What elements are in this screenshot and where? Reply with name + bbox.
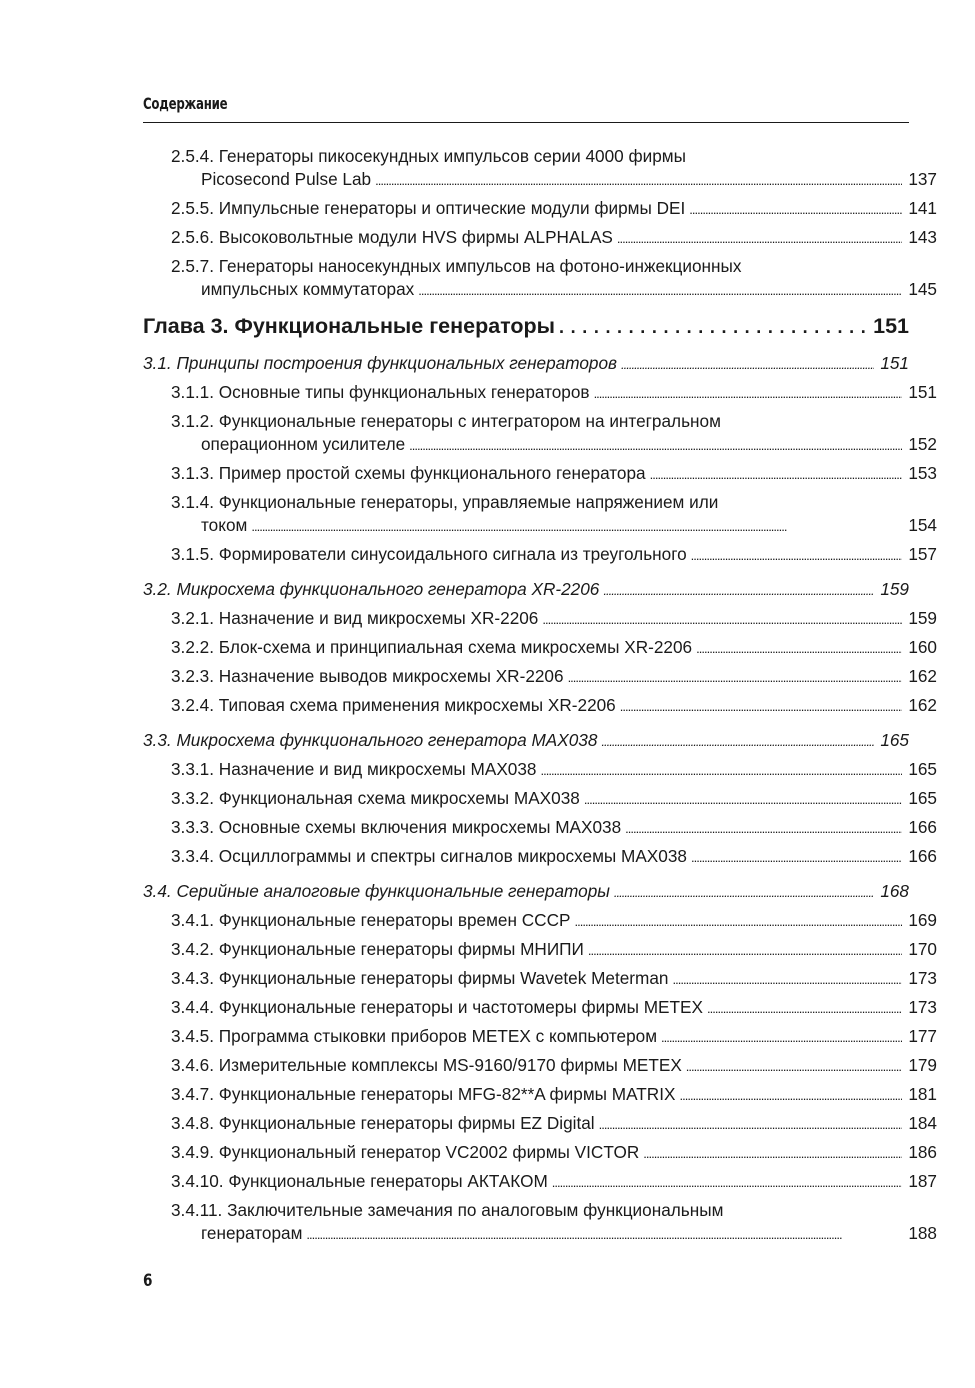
toc-section-3-3: 3.3. Микросхема функционального генератора MAX038 . . . 165 (143, 729, 909, 753)
toc-entry-3-1-2: 3.1.2. Функциональные генераторы с интегратором на интегральном операционном усилителе . . . 152 (143, 410, 937, 457)
toc-entry-3-1-4: 3.1.4. Функциональные генераторы, управляемые напряжением или током . . . 154 (143, 491, 937, 538)
toc-entry-3-4-6: 3.4.6. Измерительные комплексы MS-9160/9170 фирмы METEX . . . 179 (143, 1054, 937, 1078)
toc-section-3-2: 3.2. Микросхема функционального генератора XR-2206 . . . 159 (143, 578, 909, 602)
running-header-title: Содержание (143, 94, 228, 113)
chapter-page: 151 (873, 314, 909, 338)
toc-entry-3-4-8: 3.4.8. Функциональные генераторы фирмы EZ Digital . . . 184 (143, 1112, 937, 1136)
toc-chapter-3 (143, 312, 909, 341)
toc-entry-3-4-10: 3.4.10. Функциональные генераторы АКТАКОМ . . . 187 (143, 1170, 937, 1194)
running-header (143, 92, 909, 123)
toc-entry-2-5-6: 2.5.6. Высоковольтные модули HVS фирмы ALPHALAS . . . 143 (143, 226, 937, 250)
table-of-contents (143, 145, 937, 1246)
toc-entry-3-4-9: 3.4.9. Функциональный генератор VC2002 фирмы VICTOR . . . 186 (143, 1141, 937, 1165)
toc-entry-2-5-7: 2.5.7. Генераторы наносекундных импульсов на фотоно-инжекционных импульсных коммутаторах . . . 145 (143, 255, 937, 302)
toc-section-3-4: 3.4. Серийные аналоговые функциональные генераторы . . . 168 (143, 880, 909, 904)
toc-entry-3-2-4: 3.2.4. Типовая схема применения микросхемы XR-2206 . . . 162 (143, 694, 937, 718)
toc-entry-3-3-4: 3.3.4. Осциллограммы и спектры сигналов микросхемы MAX038 . . . 166 (143, 845, 937, 869)
toc-entry-3-2-1: 3.2.1. Назначение и вид микросхемы XR-2206 . . . 159 (143, 607, 937, 631)
toc-entry-3-4-5: 3.4.5. Программа стыковки приборов METEX с компьютером . . . 177 (143, 1025, 937, 1049)
toc-section-3-1: 3.1. Принципы построения функциональных генераторов . . . 151 (143, 352, 909, 376)
toc-entry-3-2-2: 3.2.2. Блок-схема и принципиальная схема микросхемы XR-2206 . . . 160 (143, 636, 937, 660)
toc-entry-3-4-7: 3.4.7. Функциональные генераторы MFG-82**A фирмы MATRIX . . . 181 (143, 1083, 937, 1107)
toc-entry-3-4-1: 3.4.1. Функциональные генераторы времен СССР . . . 169 (143, 909, 937, 933)
toc-entry-2-5-4: 2.5.4. Генераторы пикосекундных импульсов серии 4000 фирмы Picosecond Pulse Lab . . . 137 (143, 145, 937, 192)
toc-entry-3-3-3: 3.3.3. Основные схемы включения микросхемы MAX038 . . . 166 (143, 816, 937, 840)
toc-entry-3-3-2: 3.3.2. Функциональная схема микросхемы MAX038 . . . 165 (143, 787, 937, 811)
chapter-title: Глава 3. Функциональные генераторы (143, 314, 556, 338)
toc-entry-3-1-1: 3.1.1. Основные типы функциональных генераторов . . . 151 (143, 381, 937, 405)
toc-entry-3-3-1: 3.3.1. Назначение и вид микросхемы MAX038 . . . 165 (143, 758, 937, 782)
toc-entry-3-1-5: 3.1.5. Формирователи синусоидального сигнала из треугольного . . . 157 (143, 543, 937, 567)
toc-entry-3-4-3: 3.4.3. Функциональные генераторы фирмы Wavetek Meterman . . . 173 (143, 967, 937, 991)
toc-entry-3-4-11: 3.4.11. Заключительные замечания по аналоговым функциональным генераторам . . . 188 (143, 1199, 937, 1246)
toc-entry-3-2-3: 3.2.3. Назначение выводов микросхемы XR-2206 . . . 162 (143, 665, 937, 689)
page-number: 6 (143, 1271, 153, 1291)
toc-entry-2-5-5: 2.5.5. Импульсные генераторы и оптические модули фирмы DEI . . . 141 (143, 197, 937, 221)
toc-entry-3-4-2: 3.4.2. Функциональные генераторы фирмы МНИПИ . . . 170 (143, 938, 937, 962)
toc-entry-3-1-3: 3.1.3. Пример простой схемы функционального генератора . . . 153 (143, 462, 937, 486)
toc-page: 137 (908, 169, 937, 189)
toc-entry-3-4-4: 3.4.4. Функциональные генераторы и частотомеры фирмы METEX . . . 173 (143, 996, 937, 1020)
